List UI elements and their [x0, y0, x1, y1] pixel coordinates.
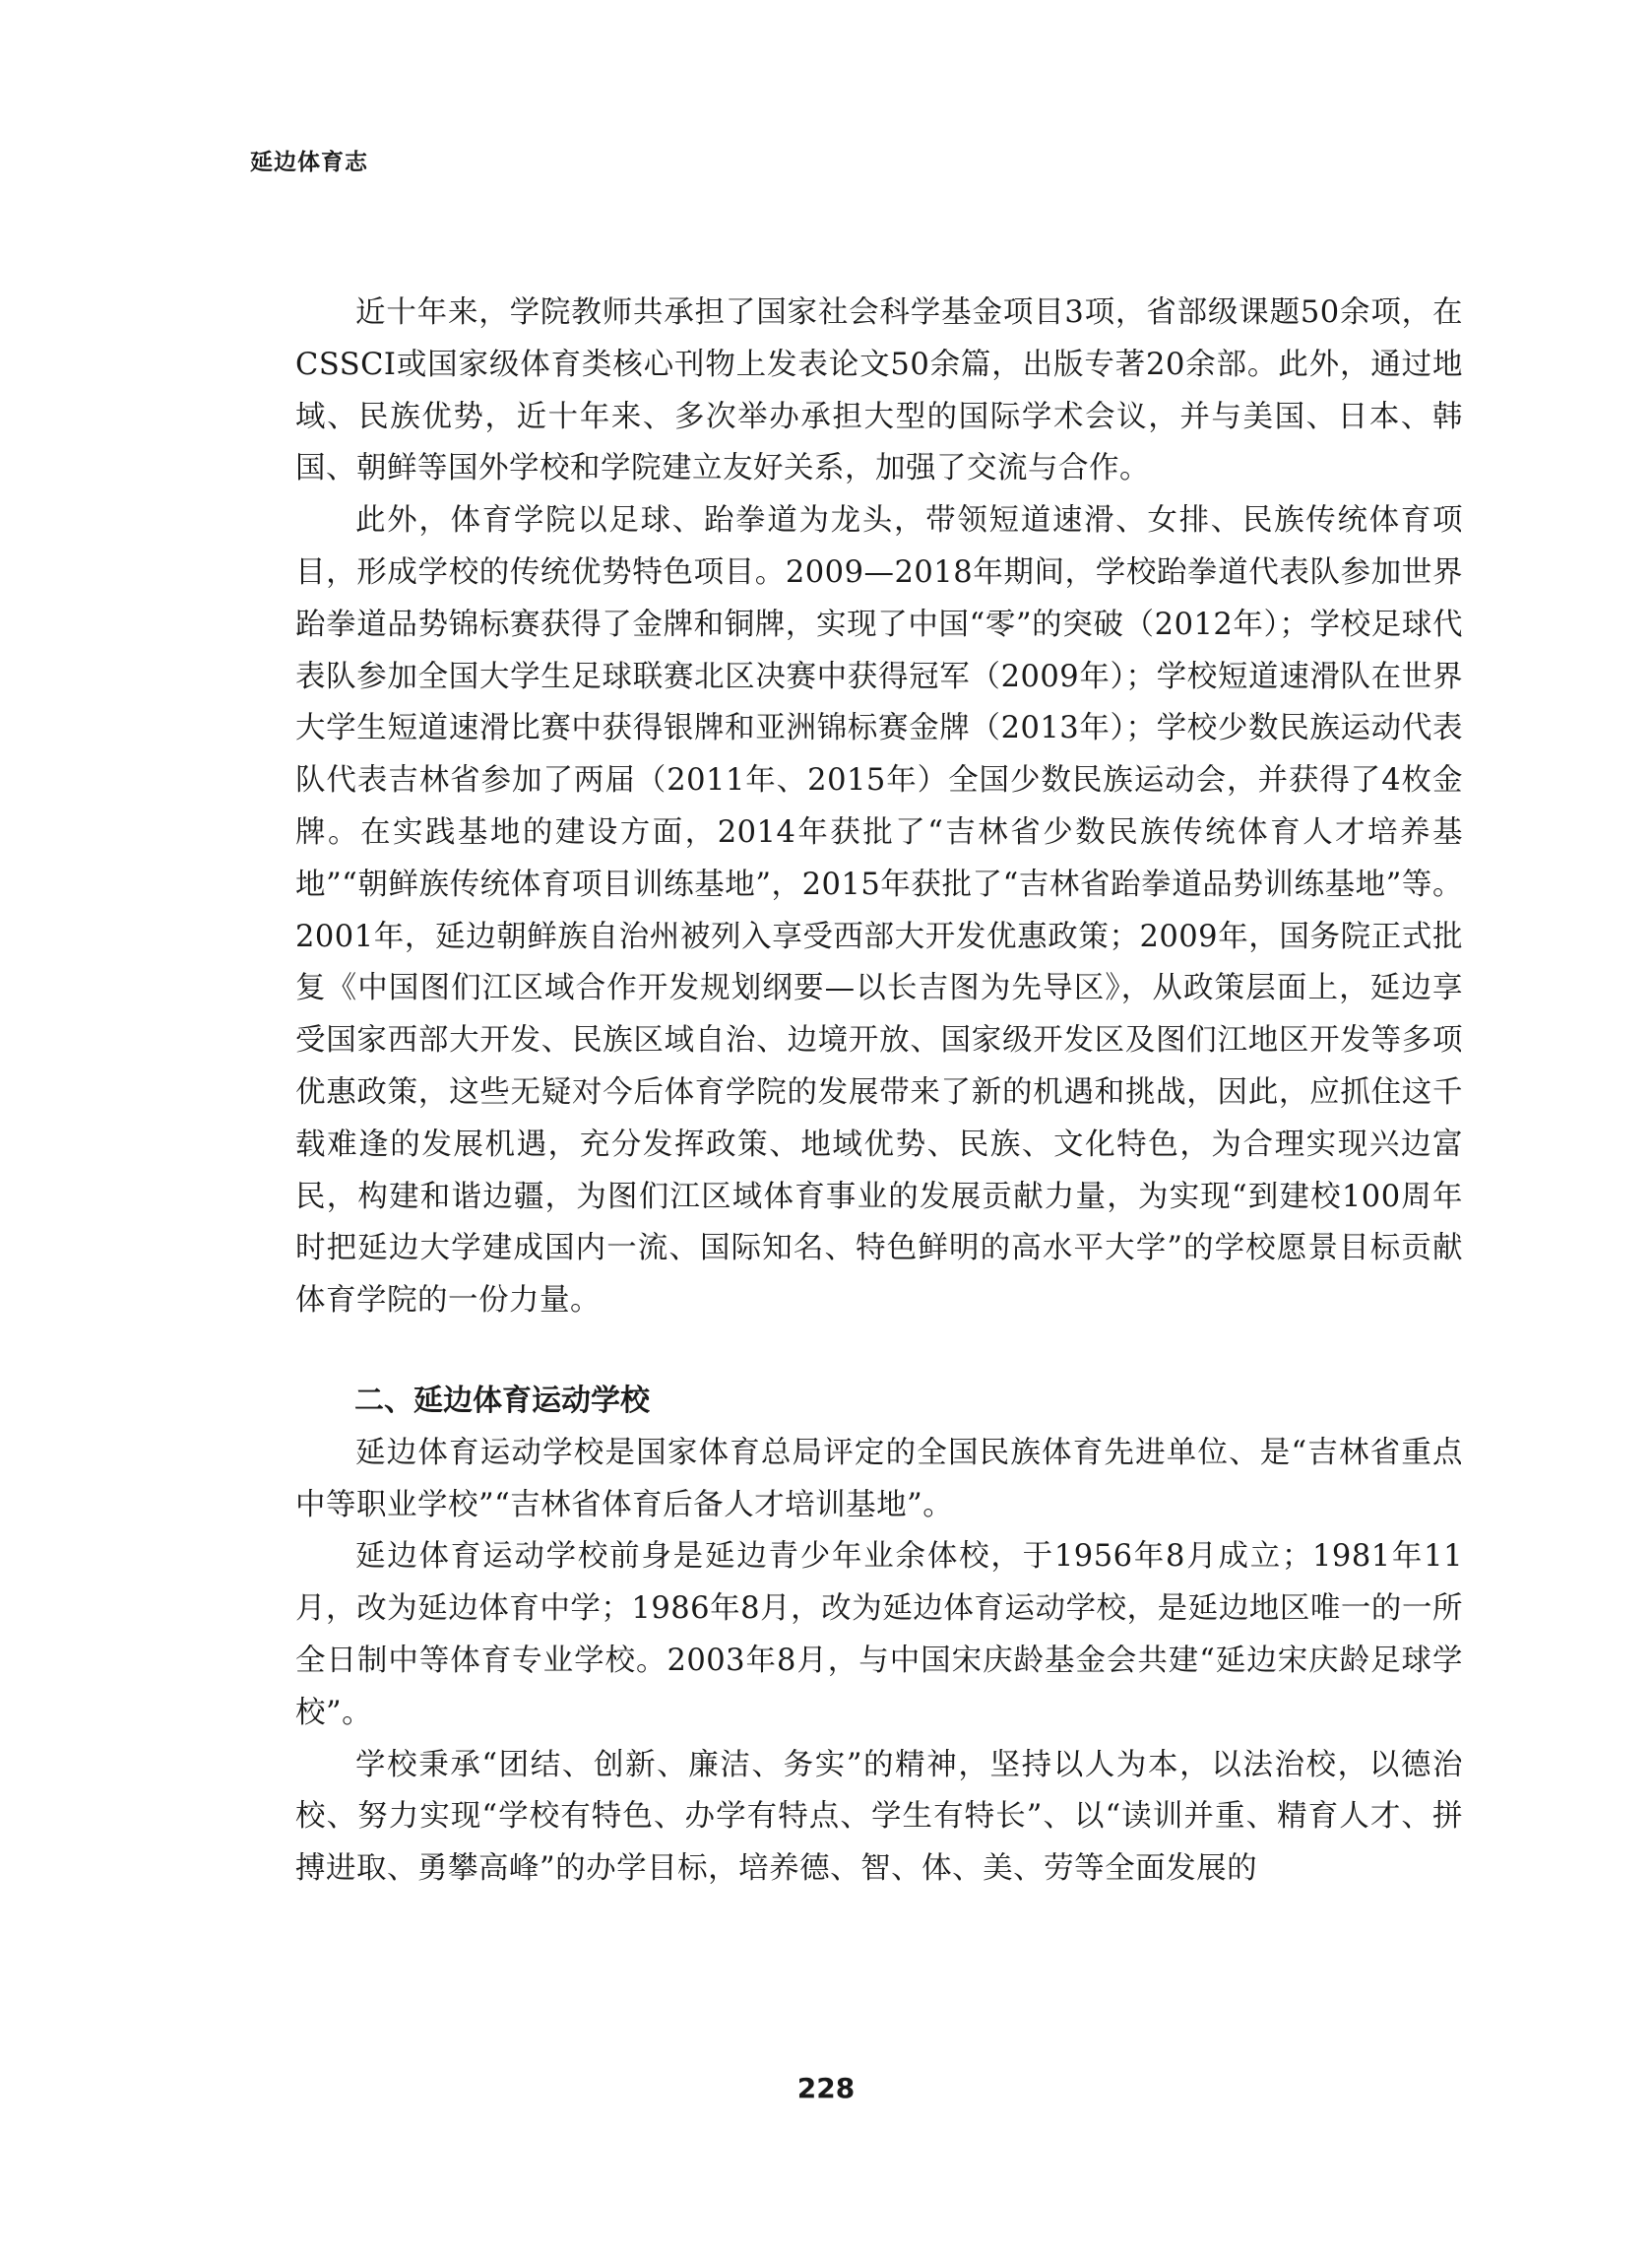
paragraph: 学校秉承“团结、创新、廉洁、务实”的精神，坚持以人为本，以法治校，以德治校、努力实现“学校有特色、办学有特点、学生有特长”、以“读训并重、精育人才、拼搏进取、勇攀高峰”的办学目标，培养德、智、体、美、劳等全面发展的	[295, 1747, 1463, 1887]
running-title: 延边体育志	[250, 150, 368, 175]
paragraph: 此外，体育学院以足球、跆拳道为龙头，带领短道速滑、女排、民族传统体育项目，形成学校的传统优势特色项目。2009—2018年期间，学校跆拳道代表队参加世界跆拳道品势锦标赛获得了金牌和铜牌，实现了中国“零”的突破（2012年）；学校足球代表队参加全国大学生足球联赛北区决赛中获得冠军（2009年）；学校短道速滑队在世界大学生短道速滑比赛中获得银牌和亚洲锦标赛金牌（2013年）；学校少数民族运动代表队代表吉林省参加了两届（2011年、2015年）全国少数民族运动会，并获得了4枚金牌。在实践基地的建设方面，2014年获批了“吉林省少数民族传统体育人才培养基地”“朝鲜族传统体育项目训练基地”，2015年获批了“吉林省跆拳道品势训练基地”等。2001年，延边朝鲜族自治州被列入享受西部大开发优惠政策；2009年，国务院正式批复《中国图们江区域合作开发规划纲要—以长吉图为先导区》，从政策层面上，延边享受国家西部大开发、民族区域自治、边境开放、国家级开发区及图们江地区开发等多项优惠政策，这些无疑对今后体育学院的发展带来了新的机遇和挑战，因此，应抓住这千载难逢的发展机遇，充分发挥政策、地域优势、民族、文化特色，为合理实现兴边富民，构建和谐边疆，为图们江区域体育事业的发展贡献力量，为实现“到建校100周年时把延边大学建成国内一流、国际知名、特色鲜明的高水平大学”的学校愿景目标贡献体育学院的一份力量。	[295, 503, 1463, 1319]
body-text	[295, 288, 1463, 1896]
section-heading: 二、延边体育运动学校	[354, 1383, 650, 1418]
paragraph: 延边体育运动学校前身是延边青少年业余体校，于1956年8月成立；1981年11月，改为延边体育中学；1986年8月，改为延边体育运动学校，是延边地区唯一的一所全日制中等体育专业学校。2003年8月，与中国宋庆龄基金会共建“延边宋庆龄足球学校”。	[295, 1539, 1463, 1730]
paragraph: 近十年来，学院教师共承担了国家社会科学基金项目3项，省部级课题50余项，在CSSCI或国家级体育类核心刊物上发表论文50余篇，出版专著20余部。此外，通过地域、民族优势，近十年来、多次举办承担大型的国际学术会议，并与美国、日本、韩国、朝鲜等国外学校和学院建立友好关系，加强了交流与合作。	[295, 295, 1463, 486]
paragraph: 延边体育运动学校是国家体育总局评定的全国民族体育先进单位、是“吉林省重点中等职业学校”“吉林省体育后备人才培训基地”。	[295, 1435, 1463, 1522]
page-number: 228	[796, 2072, 856, 2104]
